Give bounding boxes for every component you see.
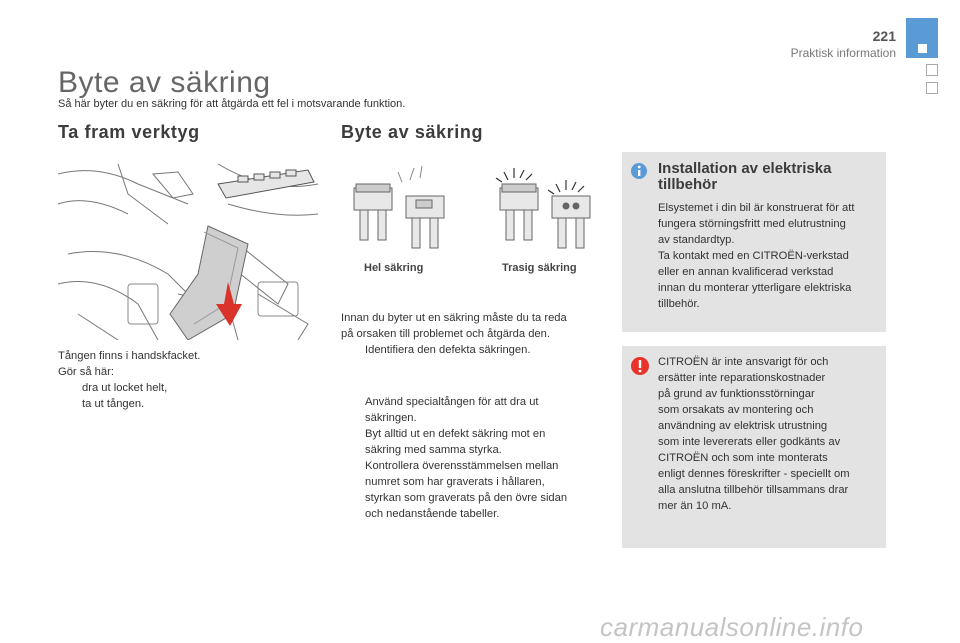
tools-line: Gör så här: bbox=[58, 366, 114, 378]
list-item: Byt alltid ut en defekt säkring mot en säkring med samma styrka. bbox=[365, 428, 546, 456]
watermark: carmanualsonline.info bbox=[600, 612, 864, 642]
info-box-text: Elsystemet i din bil är konstruerat för att fungera störningsfritt med elutrustning av standardtyp. Ta kontakt med en CITROËN-verkstad eller en annan kvalificerad verkstad innan du monterar ytterligare elektriska tillbehör. bbox=[658, 202, 855, 310]
replace-steps bbox=[341, 394, 611, 522]
intro-line: Innan du byter ut en säkring måste du ta reda bbox=[341, 312, 567, 324]
list-item: Identifiera den defekta säkringen. bbox=[365, 344, 531, 356]
heading-tools: Ta fram verktyg bbox=[58, 122, 200, 142]
nav-square-icon bbox=[926, 82, 938, 94]
tools-text bbox=[58, 348, 308, 412]
list-item: ta ut tången. bbox=[82, 398, 145, 410]
heading-replace-fuse: Byte av säkring bbox=[341, 122, 484, 142]
tools-line: Tången finns i handskfacket. bbox=[58, 350, 201, 362]
list-item: Kontrollera överensstämmelsen mellan numret som har graverats i hållaren, styrkan som graverats på den övre sidan och nedanstående tabeller. bbox=[365, 460, 568, 520]
intro-line: på orsaken till problemet och åtgärda den. bbox=[341, 328, 550, 340]
info-icon bbox=[630, 162, 648, 180]
info-box bbox=[622, 152, 886, 332]
glovebox-illustration bbox=[58, 164, 318, 340]
list-item: Använd specialtången för att dra ut säkringen. bbox=[365, 396, 539, 424]
section-header: Praktisk information bbox=[790, 46, 896, 60]
info-box-title: Installation av elektriska tillbehör bbox=[658, 160, 832, 193]
good-fuse-illustration bbox=[350, 166, 460, 256]
tab-marker-icon bbox=[918, 44, 927, 53]
replace-intro bbox=[341, 310, 611, 358]
blown-fuse-illustration bbox=[494, 166, 604, 256]
warning-icon bbox=[630, 356, 650, 376]
page-title: Byte av säkring bbox=[58, 66, 271, 99]
caption-blown-fuse: Trasig säkring bbox=[502, 262, 577, 274]
list-item: dra ut locket helt, bbox=[82, 382, 168, 394]
warning-box-text: CITROËN är inte ansvarigt för och ersätter inte reparationskostnader på grund av funktionsstörningar som orsakats av montering och användning av elektrisk utrustning som inte levererats eller godkänts av CITROËN och som inte monterats enligt dennes föreskrifter - speciellt om alla anslutna tillbehör tillsammans drar mer än 10 mA. bbox=[658, 356, 850, 512]
warning-box bbox=[622, 346, 886, 548]
caption-good-fuse: Hel säkring bbox=[364, 262, 424, 274]
nav-square-icon bbox=[926, 64, 938, 76]
glovebox-lid bbox=[170, 226, 248, 340]
page-number: 221 bbox=[872, 28, 896, 44]
page-subtitle: Så här byter du en säkring för att åtgärda ett fel i motsvarande funktion. bbox=[58, 98, 406, 110]
